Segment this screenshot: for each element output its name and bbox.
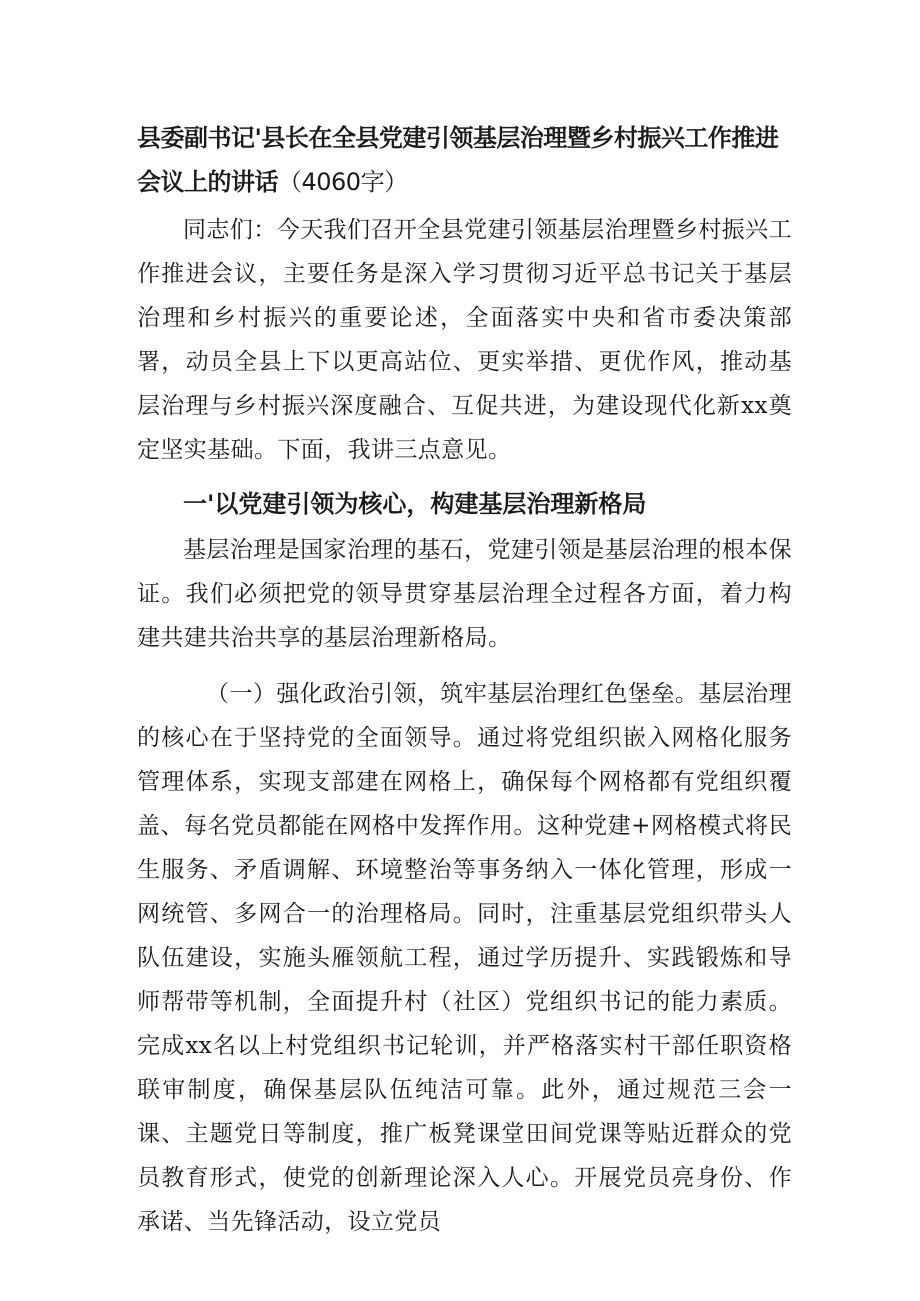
title-word-count: （4060字）: [278, 168, 408, 196]
document-page: [137, 116, 792, 1244]
document-title: [137, 116, 792, 204]
section-heading-1: 一'以党建引领为核心，构建基层治理新格局: [183, 490, 647, 518]
title-text: 县委副书记'县长在全县党建引领基层治理暨乡村振兴工作推进会议上的讲话: [137, 124, 779, 196]
intro-paragraph: 同志们：今天我们召开全县党建引领基层治理暨乡村振兴工作推进会议，主要任务是深入学习贯彻习近平总书记关于基层治理和乡村振兴的重要论述，全面落实中央和省市委决策部署，动员全县上下以更高站位、更实举措、更优作风，推动基层治理与乡村振兴深度融合、互促共进，为建设现代化新xx奠定坚实基础。下面，我讲三点意见。: [137, 217, 792, 463]
subsection-1-paragraph: （一）强化政治引领，筑牢基层治理红色堡垒。基层治理的核心在于坚持党的全面领导。通过将党组织嵌入网格化服务管理体系，实现支部建在网格上，确保每个网格都有党组织覆盖、每名党员都能在网格中发挥作用。这种党建+网格模式将民生服务、矛盾调解、环境整治等事务纳入一体化管理，形成一网统管、多网合一的治理格局。同时，注重基层党组织带头人队伍建设，实施头雁领航工程，通过学历提升、实践锻炼和导师帮带等机制，全面提升村（社区）党组织书记的能力素质。完成xx名以上村党组织书记轮训，并严格落实村干部任职资格联审制度，确保基层队伍纯洁可靠。此外，通过规范三会一课、主题党日等制度，推广板凳课堂田间党课等贴近群众的党员教育形式，使党的创新理论深入人心。开展党员亮身份、作承诺、当先锋活动，设立党员: [137, 681, 792, 1235]
section-1-paragraph: 基层治理是国家治理的基石，党建引领是基层治理的根本保证。我们必须把党的领导贯穿基层治理全过程各方面，着力构建共建共治共享的基层治理新格局。: [137, 537, 792, 651]
